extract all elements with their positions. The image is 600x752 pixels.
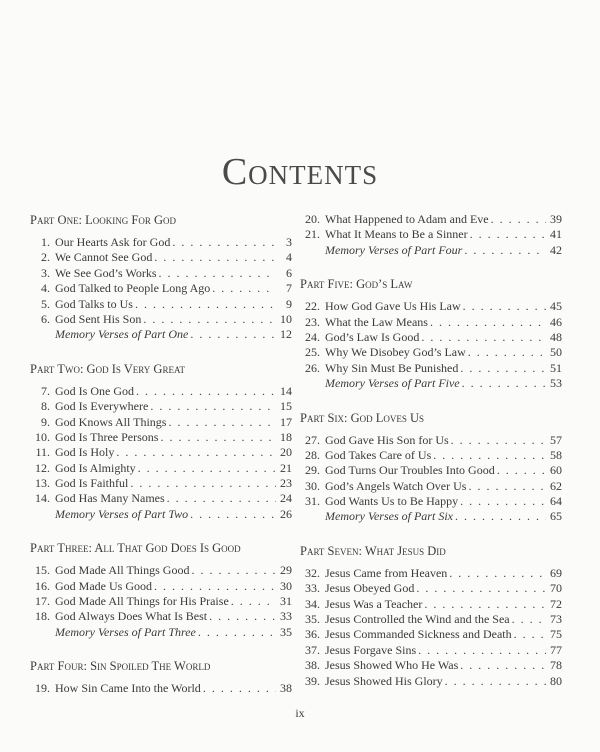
chapter-number: 26. [305, 360, 320, 375]
chapter-number: 4. [41, 281, 50, 296]
page-reference: 12 [280, 327, 292, 342]
page-reference: 58 [550, 447, 562, 462]
page-reference: 9 [286, 296, 292, 311]
chapter-number: 31. [305, 494, 320, 509]
chapter-title: God Gave His Son for Us [325, 432, 449, 447]
chapter-entry[interactable] [30, 312, 292, 327]
chapter-entry[interactable] [300, 227, 562, 242]
chapter-number: 12. [35, 460, 50, 475]
page-reference: 6 [286, 265, 292, 280]
dot-leader [135, 297, 276, 312]
chapter-number: 1. [41, 235, 50, 249]
page-reference: 80 [550, 673, 562, 688]
dot-leader [449, 566, 546, 581]
page-reference: 35 [280, 624, 292, 639]
chapter-entry[interactable] [30, 430, 292, 445]
chapter-number: 21. [305, 227, 320, 242]
chapter-title: Our Hearts Ask for God [55, 235, 171, 249]
dot-leader [172, 235, 276, 250]
chapter-entry[interactable] [300, 330, 562, 345]
dot-leader [190, 507, 276, 522]
dot-leader [116, 445, 276, 460]
chapter-title: Jesus Showed His Glory [325, 673, 443, 688]
memory-verses-entry[interactable] [30, 625, 292, 640]
dot-leader [136, 384, 276, 399]
chapter-title: Jesus Forgave Sins [325, 642, 417, 657]
page-reference: 50 [550, 345, 562, 360]
dot-leader [209, 609, 276, 624]
part-heading: Part Five: God’s Law [300, 277, 413, 292]
chapter-entry[interactable] [300, 494, 562, 509]
chapter-entry[interactable] [300, 597, 562, 612]
page-reference: 46 [550, 314, 562, 329]
page-reference: 20 [280, 445, 292, 460]
memory-verses-entry[interactable] [300, 243, 562, 258]
page-reference: 10 [280, 311, 292, 326]
chapter-number: 29. [305, 463, 320, 478]
chapter-title: God Is Almighty [55, 460, 136, 475]
page-reference: 45 [550, 299, 562, 314]
page-reference: 17 [280, 414, 292, 429]
chapter-entry[interactable] [300, 448, 562, 463]
chapter-title: How God Gave Us His Law [325, 299, 461, 314]
chapter-entry[interactable] [30, 476, 292, 491]
dot-leader [470, 227, 546, 242]
chapter-title: God Made All Things Good [55, 563, 190, 578]
dot-leader [460, 658, 546, 673]
page-reference: 29 [280, 563, 292, 578]
dot-leader [138, 461, 276, 476]
chapter-entry[interactable] [30, 384, 292, 399]
dot-leader [468, 345, 546, 360]
chapter-title: What the Law Means [325, 314, 428, 329]
chapter-entry[interactable] [30, 266, 292, 281]
page-reference: 70 [550, 581, 562, 596]
page-reference: 75 [550, 627, 562, 642]
chapter-number: 24. [305, 329, 320, 344]
page-reference: 78 [550, 658, 562, 673]
dot-leader [130, 476, 276, 491]
chapter-title: God Talked to People Long Ago [55, 281, 211, 296]
chapter-number: 32. [305, 565, 320, 580]
chapter-title: God Talks to Us [55, 296, 133, 311]
chapter-title: God Always Does What Is Best [55, 609, 208, 624]
chapter-number: 38. [305, 658, 320, 673]
chapter-number: 19. [35, 681, 50, 696]
chapter-title: How Sin Came Into the World [55, 681, 201, 696]
dot-leader [497, 463, 546, 478]
dot-leader [464, 243, 546, 258]
page-reference: 4 [286, 250, 292, 265]
chapter-entry[interactable] [300, 674, 562, 689]
dot-leader [514, 627, 546, 642]
chapter-number: 20. [305, 212, 320, 226]
chapter-entry[interactable] [300, 361, 562, 376]
page-reference: 60 [550, 463, 562, 478]
chapter-title: God Sent His Son [55, 311, 142, 326]
page-number: ix [295, 706, 305, 720]
chapter-title: Jesus Showed Who He Was [325, 658, 459, 673]
page-reference: 15 [280, 399, 292, 414]
dot-leader [191, 563, 276, 578]
chapter-number: 39. [305, 673, 320, 688]
dot-leader [468, 479, 546, 494]
chapter-entry[interactable] [300, 612, 562, 627]
dot-leader [168, 415, 276, 430]
memory-verses-entry[interactable] [30, 327, 292, 342]
chapter-number: 13. [35, 476, 50, 491]
chapter-entry[interactable] [300, 581, 562, 596]
dot-leader [433, 448, 546, 463]
chapter-number: 30. [305, 478, 320, 493]
chapter-title: God Made Us Good [55, 578, 152, 593]
chapter-number: 6. [41, 311, 50, 326]
chapter-number: 27. [305, 432, 320, 447]
memory-verses-entry[interactable] [300, 509, 562, 524]
dot-leader [460, 494, 546, 509]
page-reference: 33 [280, 609, 292, 624]
chapter-title: God Knows All Things [55, 414, 167, 429]
page-reference: 42 [550, 242, 562, 257]
contents-part-group [300, 410, 562, 525]
part-heading: Part Six: God Loves Us [300, 410, 425, 425]
chapter-entry[interactable] [300, 315, 562, 330]
chapter-title: We See God’s Works [55, 265, 157, 280]
chapter-number: 35. [305, 612, 320, 627]
dot-leader [463, 299, 546, 314]
dot-leader [154, 579, 276, 594]
page-reference: 51 [550, 360, 562, 375]
page-reference: 64 [550, 494, 562, 509]
chapter-number: 2. [41, 250, 50, 265]
chapter-title: God Is Three Persons [55, 429, 159, 444]
contents-part-group [30, 361, 292, 523]
dot-leader [421, 330, 546, 345]
chapter-number: 25. [305, 345, 320, 360]
chapter-number: 9. [41, 414, 50, 429]
chapter-number: 16. [35, 578, 50, 593]
chapter-number: 14. [35, 491, 50, 506]
contents-part-group [30, 658, 292, 696]
page-reference: 41 [550, 227, 562, 242]
chapter-number: 7. [41, 383, 50, 398]
dot-leader [154, 250, 276, 265]
dot-leader [451, 433, 546, 448]
chapter-entry[interactable] [300, 627, 562, 642]
dot-leader [150, 399, 276, 414]
dot-leader [143, 312, 276, 327]
contents-column-left [30, 212, 292, 715]
chapter-number: 23. [305, 314, 320, 329]
dot-leader [455, 509, 546, 524]
contents-part-group [30, 212, 292, 343]
chapter-title: God Is Everywhere [55, 399, 149, 414]
dot-leader [512, 612, 546, 627]
chapter-entry[interactable] [30, 563, 292, 578]
chapter-entry[interactable] [30, 281, 292, 296]
chapter-title: God Has Many Names [55, 491, 165, 506]
page-title: Contents [221, 151, 379, 193]
dot-leader [418, 643, 546, 658]
memory-verses-entry[interactable] [300, 376, 562, 391]
chapter-entry[interactable] [300, 479, 562, 494]
chapter-title: Jesus Came from Heaven [325, 565, 448, 580]
chapter-entry[interactable] [300, 433, 562, 448]
chapter-number: 10. [35, 429, 50, 444]
chapter-entry[interactable] [30, 609, 292, 624]
chapter-number: 36. [305, 627, 320, 642]
page-reference: 18 [280, 429, 292, 444]
chapter-entry[interactable] [30, 399, 292, 414]
contents-part-group [300, 212, 562, 258]
chapter-title: God Takes Care of Us [325, 447, 432, 462]
dot-leader [430, 315, 546, 330]
chapter-entry[interactable] [300, 643, 562, 658]
chapter-entry[interactable] [30, 579, 292, 594]
chapter-entry[interactable] [30, 461, 292, 476]
contents-part-group [300, 276, 562, 391]
page-reference: 21 [280, 460, 292, 475]
page-reference: 57 [550, 432, 562, 447]
chapter-title: Jesus Was a Teacher [325, 596, 423, 611]
chapter-number: 22. [305, 299, 320, 314]
dot-leader [424, 597, 546, 612]
dot-leader [212, 281, 276, 296]
page-reference: 53 [550, 376, 562, 391]
chapter-title: God Is Faithful [55, 476, 129, 491]
chapter-entry[interactable] [30, 445, 292, 460]
chapter-title: Memory Verses of Part Five [325, 376, 460, 391]
dot-leader [416, 581, 546, 596]
dot-leader [167, 491, 276, 506]
chapter-entry[interactable] [300, 566, 562, 581]
page-reference: 72 [550, 596, 562, 611]
chapter-entry[interactable] [30, 491, 292, 506]
chapter-title: Why Sin Must Be Punished [325, 360, 459, 375]
chapter-title: Jesus Obeyed God [325, 581, 415, 596]
chapter-number: 34. [305, 596, 320, 611]
chapter-entry[interactable] [300, 463, 562, 478]
page-reference: 69 [550, 565, 562, 580]
chapter-title: Why We Disobey God’s Law [325, 345, 466, 360]
page-reference: 26 [280, 506, 292, 521]
chapter-number: 15. [35, 563, 50, 578]
chapter-entry[interactable] [30, 297, 292, 312]
chapter-number: 17. [35, 594, 50, 609]
chapter-number: 11. [35, 445, 50, 460]
dot-leader [159, 266, 276, 281]
page-reference: 39 [550, 212, 562, 226]
contents-column-right [300, 212, 562, 707]
page-reference: 7 [286, 281, 292, 296]
chapter-title: What Happened to Adam and Eve [325, 212, 489, 226]
dot-leader [203, 681, 276, 696]
chapter-number: 28. [305, 447, 320, 462]
chapter-number: 33. [305, 581, 320, 596]
page-reference: 3 [286, 235, 292, 249]
page-reference: 38 [280, 681, 292, 696]
chapter-entry[interactable] [30, 594, 292, 609]
chapter-entry[interactable] [300, 212, 562, 227]
chapter-title: God’s Law Is Good [325, 329, 420, 344]
page-reference: 23 [280, 476, 292, 491]
chapter-entry[interactable] [30, 235, 292, 250]
page-reference: 73 [550, 612, 562, 627]
dot-leader [462, 376, 546, 391]
chapter-title: God Is One God [55, 383, 134, 398]
chapter-number: 37. [305, 642, 320, 657]
chapter-title: Memory Verses of Part Four [325, 242, 463, 257]
chapter-title: Memory Verses of Part Six [325, 509, 453, 524]
chapter-title: God Is Holy [55, 445, 115, 460]
dot-leader [160, 430, 276, 445]
part-heading: Part Four: Sin Spoiled The World [30, 659, 211, 674]
chapter-title: God Turns Our Troubles Into Good [325, 463, 495, 478]
chapter-title: God Made All Things for His Praise [55, 594, 229, 609]
dot-leader [491, 212, 546, 227]
chapter-entry[interactable] [300, 658, 562, 673]
chapter-title: Memory Verses of Part One [55, 327, 189, 342]
chapter-entry[interactable] [300, 345, 562, 360]
chapter-entry[interactable] [30, 415, 292, 430]
part-heading: Part One: Looking For God [30, 213, 177, 227]
chapter-title: God’s Angels Watch Over Us [325, 478, 467, 493]
chapter-title: We Cannot See God [55, 250, 153, 265]
dot-leader [445, 674, 546, 689]
dot-leader [231, 594, 276, 609]
contents-part-group [30, 540, 292, 640]
chapter-number: 5. [41, 296, 50, 311]
dot-leader [198, 625, 276, 640]
part-heading: Part Seven: What Jesus Did [300, 543, 446, 558]
chapter-title: What It Means to Be a Sinner [325, 227, 468, 242]
chapter-number: 18. [35, 609, 50, 624]
chapter-number: 8. [41, 399, 50, 414]
contents-part-group [300, 543, 562, 689]
chapter-entry[interactable] [30, 250, 292, 265]
page-reference: 62 [550, 478, 562, 493]
chapter-entry[interactable] [300, 299, 562, 314]
page-reference: 48 [550, 329, 562, 344]
page-reference: 14 [280, 383, 292, 398]
dot-leader [190, 327, 276, 342]
chapter-title: Memory Verses of Part Three [55, 624, 196, 639]
dot-leader [460, 361, 546, 376]
chapter-title: Jesus Controlled the Wind and the Sea [325, 612, 510, 627]
chapter-title: Memory Verses of Part Two [55, 506, 189, 521]
page-reference: 31 [280, 594, 292, 609]
page-reference: 65 [550, 509, 562, 524]
chapter-title: God Wants Us to Be Happy [325, 494, 459, 509]
chapter-title: Jesus Commanded Sickness and Death [325, 627, 512, 642]
page-reference: 24 [280, 491, 292, 506]
page-reference: 77 [550, 642, 562, 657]
page-reference: 30 [280, 578, 292, 593]
chapter-number: 3. [41, 265, 50, 280]
part-heading: Part Three: All That God Does Is Good [30, 541, 241, 556]
chapter-entry[interactable] [30, 681, 292, 696]
memory-verses-entry[interactable] [30, 507, 292, 522]
part-heading: Part Two: God Is Very Great [30, 361, 185, 376]
